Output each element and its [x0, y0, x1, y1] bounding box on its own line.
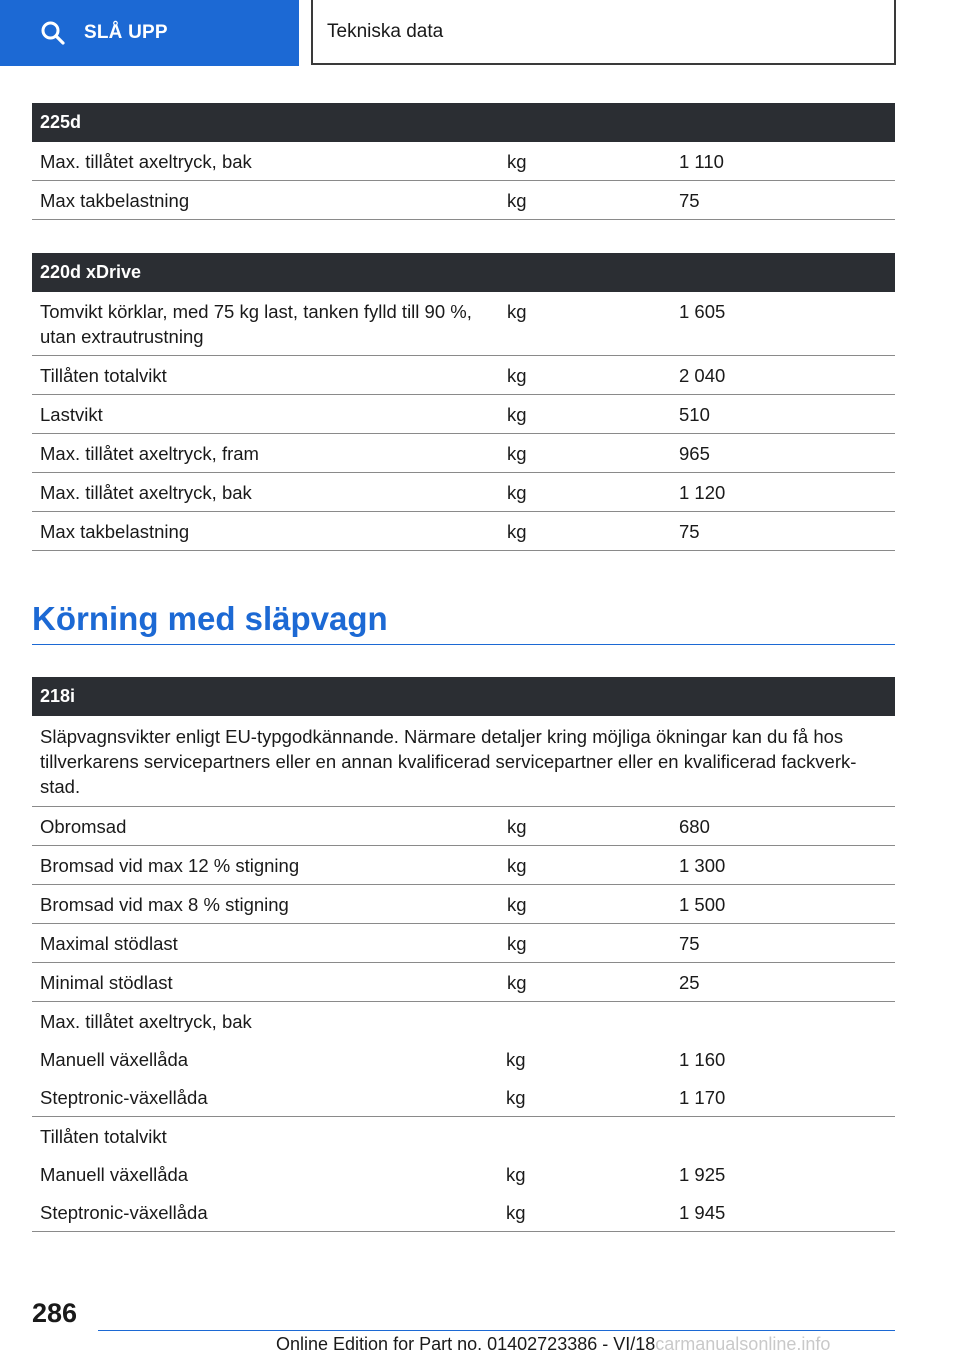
- table-row: [32, 181, 895, 220]
- row-value: 1 500: [679, 894, 726, 915]
- row-label: Manuell växellåda: [40, 1049, 189, 1070]
- watermark: carmanualsonline.info: [655, 1334, 831, 1354]
- row-value: 75: [679, 933, 700, 954]
- spec-table-220d-xdrive: [32, 253, 895, 551]
- row-unit: kg: [507, 365, 527, 386]
- row-value: 510: [679, 404, 710, 425]
- row-value: 75: [679, 521, 700, 542]
- table-row: [32, 395, 895, 434]
- group-title: Tillåten totalvikt: [40, 1126, 167, 1147]
- top-bar: [0, 0, 960, 66]
- row-unit: kg: [507, 855, 527, 876]
- table-header: 220d xDrive: [32, 253, 895, 292]
- row-label: Maximal stödlast: [40, 933, 178, 954]
- row-label: Steptronic-växellåda: [40, 1087, 208, 1108]
- spec-table-225d: [32, 103, 895, 220]
- row-label: Tomvikt körklar, med 75 kg last, tanken fylld till 90 %, utan extrautrustning: [40, 301, 472, 347]
- row-value: 25: [679, 972, 700, 993]
- table-row: [32, 846, 895, 885]
- row-label: Max. tillåtet axeltryck, bak: [40, 151, 252, 172]
- row-value: 2 040: [679, 365, 726, 386]
- table-row: [32, 885, 895, 924]
- group-line: [32, 1155, 895, 1193]
- row-value: 680: [679, 816, 710, 837]
- section-title-tab[interactable]: Tekniska data: [311, 0, 896, 65]
- row-unit: kg: [506, 1164, 526, 1185]
- row-unit: kg: [507, 151, 527, 172]
- footer-divider: [98, 1330, 895, 1331]
- row-label: Max. tillåtet axeltryck, fram: [40, 443, 259, 464]
- row-value: 1 925: [679, 1164, 726, 1185]
- table-row: [32, 924, 895, 963]
- spec-table-218i: [32, 677, 895, 1232]
- row-label: Obromsad: [40, 816, 127, 837]
- row-unit: kg: [506, 1087, 526, 1108]
- table-row: [32, 512, 895, 551]
- row-unit: kg: [507, 190, 527, 211]
- axle-load-group: [32, 1002, 895, 1117]
- row-value: 1 110: [679, 151, 724, 172]
- row-unit: kg: [507, 404, 527, 425]
- row-label: Max takbelastning: [40, 521, 190, 542]
- row-value: 1 605: [679, 301, 726, 322]
- row-label: Steptronic-växellåda: [40, 1202, 208, 1223]
- row-unit: kg: [507, 443, 527, 464]
- row-unit: kg: [507, 521, 527, 542]
- page-number: 286: [32, 1298, 78, 1328]
- table-row: [32, 807, 895, 846]
- search-button-label: SLÅ UPP: [84, 22, 168, 43]
- row-unit: kg: [506, 1049, 526, 1070]
- table-row: [32, 142, 895, 181]
- table-row: [32, 473, 895, 512]
- table-row: [32, 434, 895, 473]
- group-line: [32, 1078, 895, 1116]
- row-value: 75: [679, 190, 700, 211]
- table-row: [32, 963, 895, 1002]
- table-header: 218i: [32, 677, 895, 716]
- table-row: [32, 356, 895, 395]
- edition-text: Online Edition for Part no. 01402723386 - VI/18: [276, 1334, 656, 1354]
- total-weight-group: [32, 1117, 895, 1232]
- footer-text: [276, 1334, 830, 1355]
- row-label: Minimal stödlast: [40, 972, 173, 993]
- row-label: Max takbelastning: [40, 190, 190, 211]
- search-icon: [40, 20, 66, 46]
- row-value: 965: [679, 443, 710, 464]
- row-label: Lastvikt: [40, 404, 103, 425]
- row-unit: kg: [507, 933, 527, 954]
- table-header: 225d: [32, 103, 895, 142]
- row-value: 1 945: [679, 1202, 726, 1223]
- row-unit: kg: [507, 894, 527, 915]
- row-label: Manuell växellåda: [40, 1164, 189, 1185]
- row-value: 1 170: [679, 1087, 726, 1108]
- row-label: Bromsad vid max 8 % stigning: [40, 894, 289, 915]
- row-value: 1 120: [679, 482, 726, 503]
- row-unit: kg: [507, 482, 527, 503]
- table-row: [32, 292, 895, 356]
- search-button[interactable]: [0, 0, 299, 66]
- row-label: Bromsad vid max 12 % stigning: [40, 855, 300, 876]
- group-line: [32, 1040, 895, 1078]
- group-line: [32, 1193, 895, 1231]
- row-unit: kg: [507, 301, 527, 322]
- row-value: 1 300: [679, 855, 726, 876]
- row-unit: kg: [507, 816, 527, 837]
- row-label: Max. tillåtet axeltryck, bak: [40, 482, 252, 503]
- row-unit: kg: [507, 972, 527, 993]
- row-unit: kg: [506, 1202, 526, 1223]
- row-label: Tillåten totalvikt: [40, 365, 167, 386]
- table-note: Släpvagnsvikter enligt EU-typgodkännande. Närmare detaljer kring möjliga ökningar kan du få hos tillverkarens servicepartners eller en annan kvalificerad servicepartner eller en kvalificerad fackverk-stad.: [32, 716, 895, 807]
- row-value: 1 160: [679, 1049, 726, 1070]
- group-title: Max. tillåtet axeltryck, bak: [40, 1011, 252, 1032]
- section-heading: Körning med släpvagn: [32, 600, 895, 645]
